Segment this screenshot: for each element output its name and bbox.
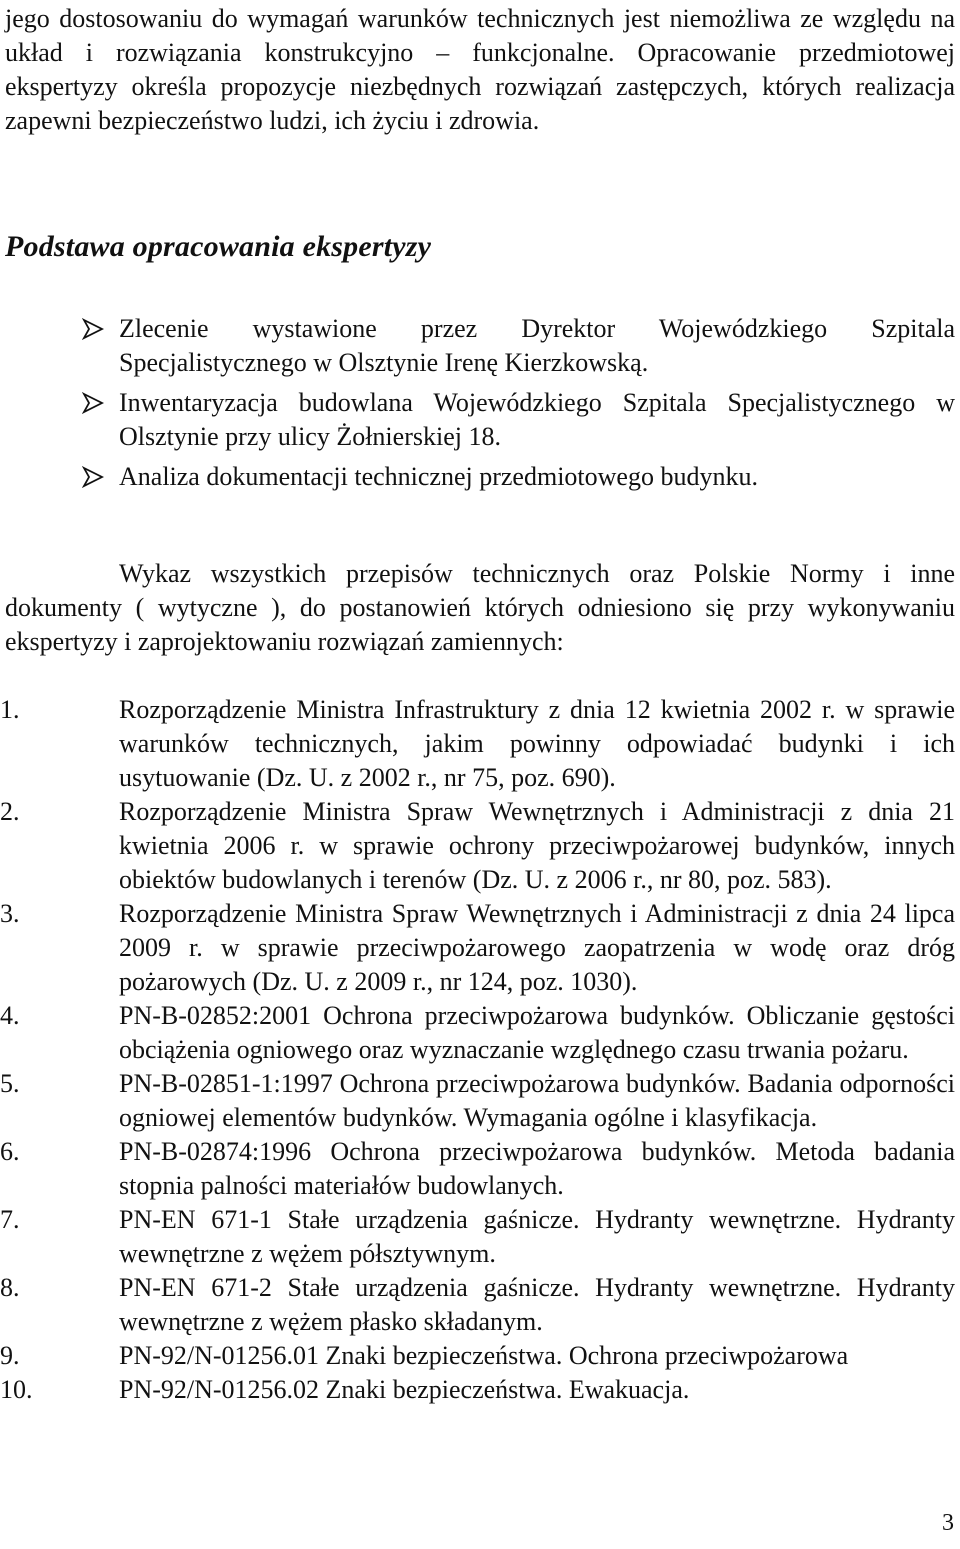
list-text: Rozporządzenie Ministra Infrastruktury z dnia 12 kwietnia 2002 r. w sprawie warunków technicznych, jakim powinny odpowiadać budynki i ich usytuowanie (Dz. U. z 2002 r., nr 75, poz. 690). xyxy=(119,695,955,792)
list-number: 8. xyxy=(0,1273,20,1302)
list-number: 10. xyxy=(0,1375,33,1404)
list-item xyxy=(0,1067,955,1135)
bullet-item xyxy=(0,460,955,494)
page-number: 3 xyxy=(942,1510,954,1536)
list-text: PN-B-02852:2001 Ochrona przeciwpożarowa budynków. Obliczanie gęstości obciążenia ogniowego oraz wyznaczanie względnego czasu trwania pożaru. xyxy=(119,1001,955,1064)
list-number: 9. xyxy=(0,1341,20,1370)
list-item xyxy=(0,1203,955,1271)
list-item xyxy=(0,1271,955,1339)
arrowhead-bullet-icon xyxy=(82,318,104,340)
bullet-text: Inwentaryzacja budowlana Wojewódzkiego Szpitala Specjalistycznego w Olsztynie przy ulicy Żołnierskiej 18. xyxy=(119,388,955,451)
list-text: PN-EN 671-2 Stałe urządzenia gaśnicze. Hydranty wewnętrzne. Hydranty wewnętrzne z wężem płasko składanym. xyxy=(119,1273,955,1336)
list-item xyxy=(0,897,955,999)
list-number: 5. xyxy=(0,1069,20,1098)
list-number: 6. xyxy=(0,1137,20,1166)
list-text: PN-92/N-01256.01 Znaki bezpieczeństwa. Ochrona przeciwpożarowa xyxy=(119,1341,849,1370)
list-text: Rozporządzenie Ministra Spraw Wewnętrznych i Administracji z dnia 24 lipca 2009 r. w sprawie przeciwpożarowego zaopatrzenia w wodę oraz dróg pożarowych (Dz. U. z 2009 r., nr 124, poz. 1030). xyxy=(119,899,955,996)
basis-bullet-list xyxy=(0,312,960,500)
list-item xyxy=(0,1373,955,1407)
bullet-text: Analiza dokumentacji technicznej przedmiotowego budynku. xyxy=(119,462,758,491)
bullet-text: Zlecenie wystawione przez Dyrektor Wojewódzkiego Szpitala Specjalistycznego w Olsztynie Irenę Kierzkowską. xyxy=(119,314,955,377)
bullet-item xyxy=(0,312,955,380)
bullet-item xyxy=(0,386,955,454)
top-paragraph: jego dostosowaniu do wymagań warunków technicznych jest niemożliwa ze względu na układ i rozwiązania konstrukcyjno – funkcjonalne. Opracowanie przedmiotowej ekspertyzy określa propozycje niezbędnych rozwiązań zastępczych, których realizacja zapewni bezpieczeństwo ludzi, ich życiu i zdrowia. xyxy=(5,4,955,135)
section-heading: Podstawa opracowania ekspertyzy xyxy=(5,230,432,263)
list-text: PN-EN 671-1 Stałe urządzenia gaśnicze. Hydranty wewnętrzne. Hydranty wewnętrzne z wężem półsztywnym. xyxy=(119,1205,955,1268)
list-item xyxy=(0,1135,955,1203)
list-text: PN-92/N-01256.02 Znaki bezpieczeństwa. Ewakuacja. xyxy=(119,1375,690,1404)
list-text: Rozporządzenie Ministra Spraw Wewnętrznych i Administracji z dnia 21 kwietnia 2006 r. w sprawie ochrony przeciwpożarowej budynków, innych obiektów budowlanych i terenów (Dz. U. z 2006 r., nr 80, poz. 583). xyxy=(119,797,955,894)
arrowhead-bullet-icon xyxy=(82,392,104,414)
regulations-list xyxy=(0,693,960,1407)
list-number: 7. xyxy=(0,1205,20,1234)
list-item xyxy=(0,1339,955,1373)
list-item xyxy=(0,693,955,795)
list-number: 2. xyxy=(0,797,20,826)
regulations-intro: Wykaz wszystkich przepisów technicznych oraz Polskie Normy i inne dokumenty ( wytyczne ), do postanowień których odniesiono się przy wykonywaniu ekspertyzy i zaprojektowaniu rozwiązań zamiennych: xyxy=(5,559,955,656)
list-text: PN-B-02851-1:1997 Ochrona przeciwpożarowa budynków. Badania odporności ogniowej elementów budynków. Wymagania ogólne i klasyfikacja. xyxy=(119,1069,955,1132)
list-item xyxy=(0,795,955,897)
list-number: 4. xyxy=(0,1001,20,1030)
list-text: PN-B-02874:1996 Ochrona przeciwpożarowa budynków. Metoda badania stopnia palności materiałów budowlanych. xyxy=(119,1137,955,1200)
list-number: 3. xyxy=(0,899,20,928)
list-item xyxy=(0,999,955,1067)
arrowhead-bullet-icon xyxy=(82,466,104,488)
list-number: 1. xyxy=(0,695,20,724)
